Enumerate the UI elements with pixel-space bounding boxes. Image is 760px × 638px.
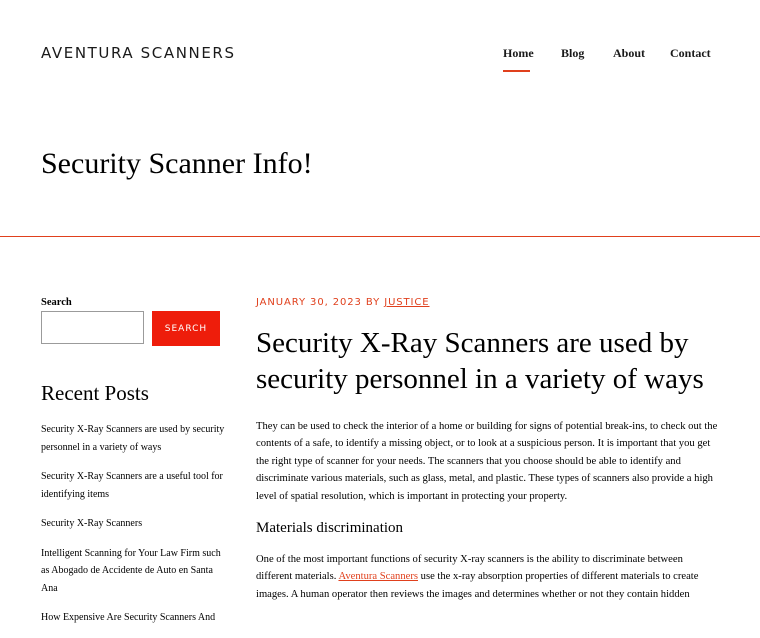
paragraph-text: One of the most important functions of security X-ray scanners is the ability to discriminate between different materials. [256, 554, 683, 583]
main-nav [0, 46, 760, 76]
search-input[interactable] [41, 311, 144, 344]
recent-post-link[interactable]: Security X-Ray Scanners [41, 518, 143, 529]
post-author-link[interactable]: JUSTICE [384, 297, 430, 308]
post-date[interactable]: JANUARY 30, 2023 [256, 297, 362, 308]
paragraph-text: use the x-ray absorption properties of different materials to create images. A human operator then reviews the images and determines whether or not they contain hidden [256, 571, 699, 600]
nav-item-contact[interactable]: Contact [670, 46, 711, 60]
active-nav-indicator [503, 70, 530, 72]
recent-post-link[interactable]: How Expensive Are Security Scanners And [41, 612, 216, 623]
search-label: Search [41, 297, 72, 308]
post-title: Security X-Ray Scanners are used by security personnel in a variety of ways [256, 327, 704, 395]
recent-posts-heading: Recent Posts [41, 381, 149, 405]
recent-posts-list [41, 420, 226, 638]
recent-post-link[interactable]: Security X-Ray Scanners are a useful tool for identifying items [41, 471, 223, 500]
recent-post-link[interactable]: Intelligent Scanning for Your Law Firm such as Abogado de Accidente de Auto en Santa Ana [41, 547, 221, 594]
post-paragraph: They can be used to check the interior of a home or building for signs of potential break-ins, to check out the contents of a safe, to identify a missing object, or to look at a suspicious person. It is important that you get the right type of scanner for your needs. The scanners that you choose should be able to identify and discriminate various materials, such as glass, metal, and plastic. These types of scanners also provide a high level of spatial resolution, which is important in protecting your property. [256, 421, 718, 502]
inline-link-aventura-scanners[interactable]: Aventura Scanners [338, 571, 418, 583]
site-title[interactable]: AVENTURA SCANNERS [41, 44, 236, 62]
search-button[interactable]: SEARCH [152, 311, 220, 346]
list-item [41, 420, 226, 455]
nav-item-home[interactable]: Home [503, 46, 534, 60]
post-meta [256, 297, 430, 308]
list-item [41, 544, 226, 597]
list-item [41, 467, 226, 502]
post-paragraph [256, 551, 720, 603]
header-divider [0, 236, 760, 237]
post-subheading: Materials discrimination [256, 520, 404, 536]
nav-item-blog[interactable]: Blog [561, 46, 585, 60]
recent-post-link[interactable]: Security X-Ray Scanners are used by security personnel in a variety of ways [41, 424, 225, 453]
list-item [41, 514, 226, 532]
list-item [41, 608, 226, 626]
nav-item-about[interactable]: About [613, 46, 646, 60]
page-title: Security Scanner Info! [41, 147, 313, 180]
post-by: BY [365, 297, 381, 308]
